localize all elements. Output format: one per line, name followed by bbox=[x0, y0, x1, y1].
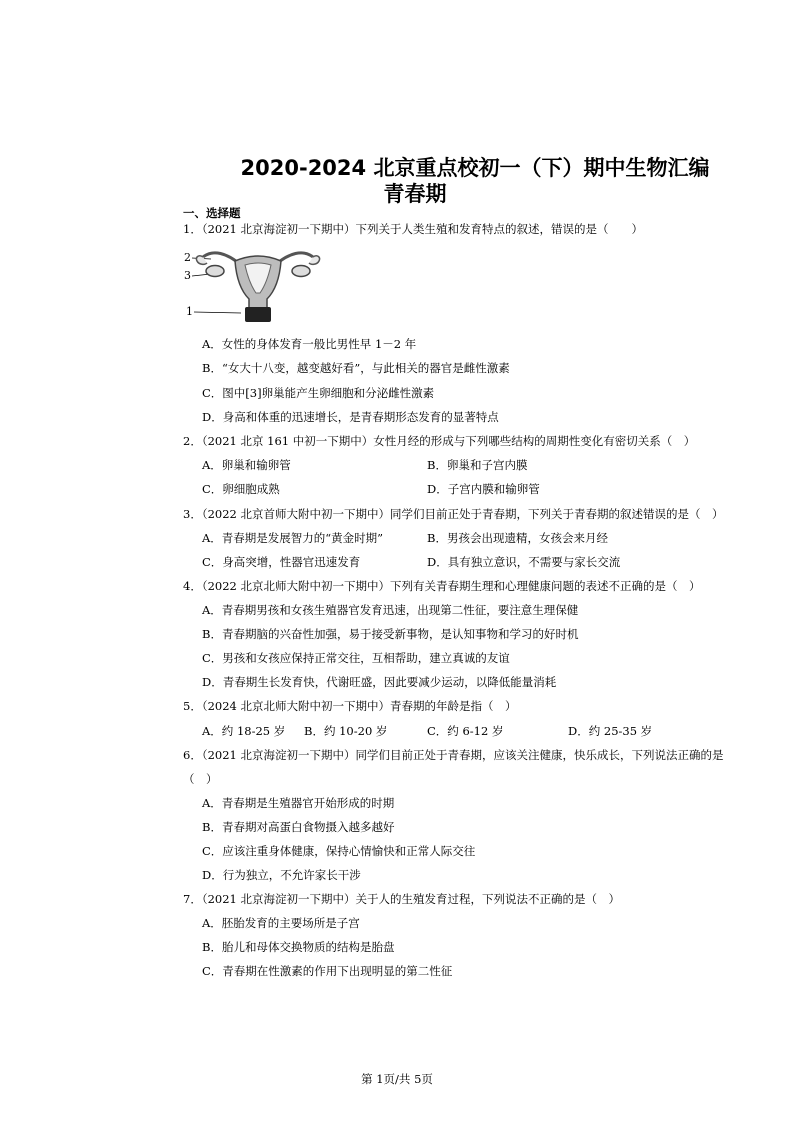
figure-label-3: 3 bbox=[184, 269, 191, 282]
question-4-option-a: A．青春期男孩和女孩生殖器官发育迅速，出现第二性征，要注意生理保健 bbox=[202, 603, 579, 617]
document-title: 2020-2024 北京重点校初一（下）期中生物汇编 bbox=[240, 156, 710, 180]
question-4-option-b: B．青春期脑的兴奋性加强，易于接受新事物，是认知事物和学习的好时机 bbox=[202, 627, 579, 641]
question-6-stem-continued: （ ） bbox=[183, 772, 218, 786]
question-5-option-d: D．约 25-35 岁 bbox=[568, 724, 653, 738]
question-7-option-b: B．胎儿和母体交换物质的结构是胎盘 bbox=[202, 940, 395, 954]
question-2-option-d: D．子宫内膜和输卵管 bbox=[427, 482, 540, 496]
figure-label-2: 2 bbox=[184, 251, 191, 264]
question-6-option-c: C．应该注重身体健康，保持心情愉快和正常人际交往 bbox=[202, 844, 476, 858]
figure-label-1: 1 bbox=[186, 305, 193, 318]
question-6-option-d: D．行为独立，不允许家长干涉 bbox=[202, 868, 361, 882]
question-3-stem: 3．（2022 北京首师大附中初一下期中）同学们目前正处于青春期，下列关于青春期的叙述错误的是（ ） bbox=[183, 507, 724, 521]
question-3-option-b: B．男孩会出现遗精，女孩会来月经 bbox=[427, 531, 608, 545]
question-3-option-a: A．青春期是发展智力的“黄金时期” bbox=[202, 531, 384, 545]
question-2-stem: 2．（2021 北京 161 中初一下期中）女性月经的形成与下列哪些结构的周期性变化有密切关系（ ） bbox=[183, 434, 696, 448]
question-1-option-d: D．身高和体重的迅速增长，是青春期形态发育的显著特点 bbox=[202, 410, 499, 424]
question-2-option-a: A．卵巢和输卵管 bbox=[202, 458, 291, 472]
question-5-stem: 5．（2024 北京北师大附中初一下期中）青春期的年龄是指（ ） bbox=[183, 699, 517, 713]
page-footer: 第 1页/共 5页 bbox=[361, 1072, 433, 1086]
uterus-diagram bbox=[183, 243, 333, 329]
question-7-option-a: A．胚胎发育的主要场所是子宫 bbox=[202, 916, 360, 930]
question-4-option-c: C．男孩和女孩应保持正常交往，互相帮助，建立真诚的友谊 bbox=[202, 651, 510, 665]
section-heading: 一、选择题 bbox=[183, 206, 241, 220]
question-6-stem: 6．（2021 北京海淀初一下期中）同学们目前正处于青春期，应该关注健康，快乐成长，下列说法正确的是 bbox=[183, 748, 724, 762]
question-1-option-b: B．“女大十八变，越变越好看”，与此相关的器官是雌性激素 bbox=[202, 361, 510, 375]
question-7-option-c: C．青春期在性激素的作用下出现明显的第二性征 bbox=[202, 964, 453, 978]
question-4-option-d: D．青春期生长发育快，代谢旺盛，因此要减少运动，以降低能量消耗 bbox=[202, 675, 557, 689]
question-1-stem: 1．（2021 北京海淀初一下期中）下列关于人类生殖和发育特点的叙述，错误的是（ ） bbox=[183, 222, 643, 236]
question-6-option-b: B．青春期对高蛋白食物摄入越多越好 bbox=[202, 820, 395, 834]
question-5-option-b: B．约 10-20 岁 bbox=[304, 724, 388, 738]
question-3-option-d: D．具有独立意识，不需要与家长交流 bbox=[427, 555, 621, 569]
question-5-option-c: C．约 6-12 岁 bbox=[427, 724, 504, 738]
question-2-option-c: C．卵细胞成熟 bbox=[202, 482, 280, 496]
question-6-option-a: A．青春期是生殖器官开始形成的时期 bbox=[202, 796, 395, 810]
question-5-option-a: A．约 18-25 岁 bbox=[202, 724, 286, 738]
question-2-option-b: B．卵巢和子宫内膜 bbox=[427, 458, 528, 472]
question-1-option-c: C．图中[3]卵巢能产生卵细胞和分泌雌性激素 bbox=[202, 386, 435, 400]
question-1-option-a: A．女性的身体发育一般比男性早 1－2 年 bbox=[202, 337, 417, 351]
question-3-option-c: C．身高突增，性器官迅速发育 bbox=[202, 555, 361, 569]
question-4-stem: 4．（2022 北京北师大附中初一下期中）下列有关青春期生理和心理健康问题的表述不正确的是（ ） bbox=[183, 579, 701, 593]
document-subtitle: 青春期 bbox=[383, 182, 447, 206]
question-7-stem: 7．（2021 北京海淀初一下期中）关于人的生殖发育过程，下列说法不正确的是（ ） bbox=[183, 892, 620, 906]
